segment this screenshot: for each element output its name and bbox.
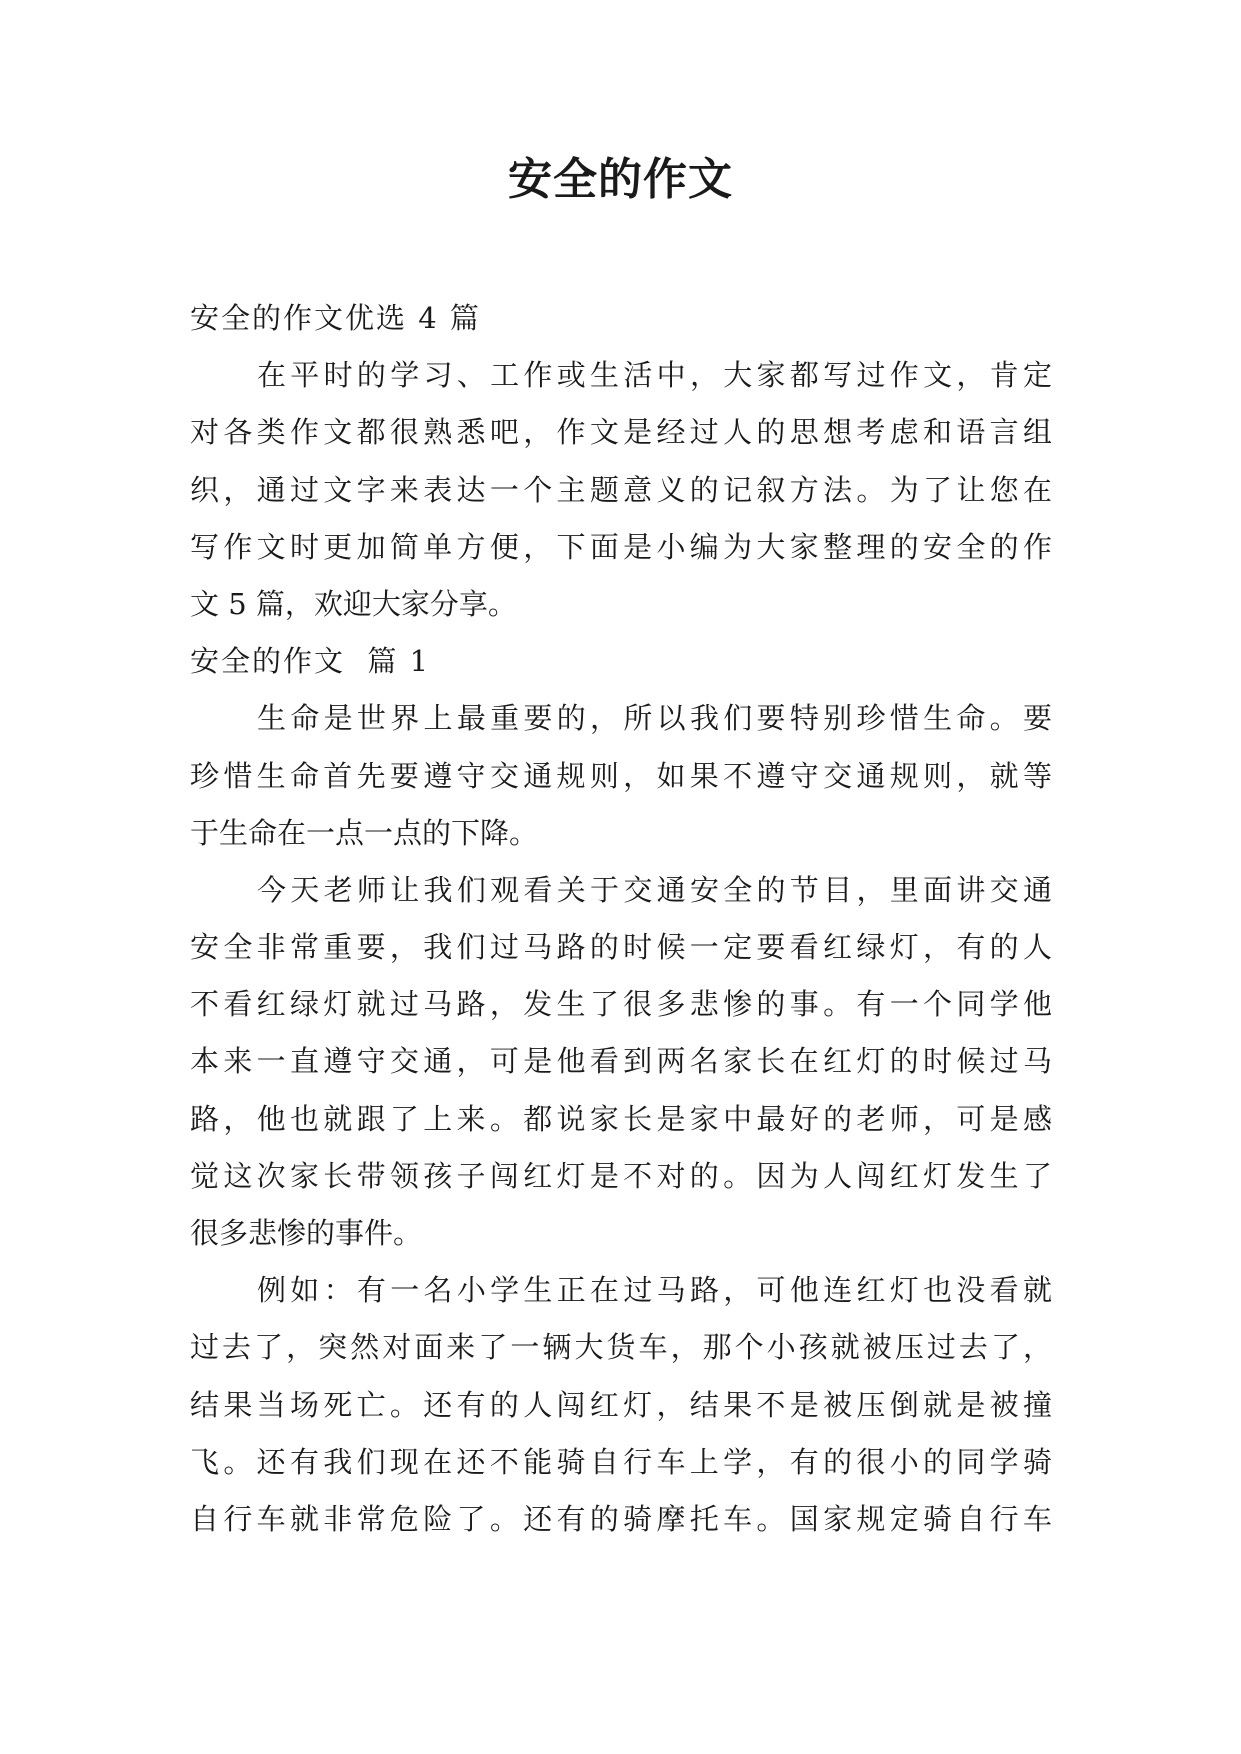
- document-body: [190, 290, 1052, 1548]
- paragraph-line: 在平时的学习、工作或生活中，大家都写过作文，肯定: [257, 358, 1052, 393]
- paragraph-line: 自行车就非常危险了。还有的骑摩托车。国家规定骑自行车: [190, 1501, 1052, 1536]
- paragraph-line: 结果当场死亡。还有的人闯红灯，结果不是被压倒就是被撞: [190, 1387, 1052, 1422]
- paragraph-line: 很多悲惨的事件。: [190, 1216, 423, 1250]
- document-subtitle: 安全的作文优选 4 篇: [190, 301, 481, 335]
- intro-paragraph: [190, 347, 1052, 633]
- paragraph-line: 对各类作文都很熟悉吧，作文是经过人的思想考虑和语言组: [190, 415, 1052, 450]
- paragraph-line: 例如：有一名小学生正在过马路，可他连红灯也没看就: [257, 1273, 1052, 1308]
- paragraph-line: 本来一直遵守交通，可是他看到两名家长在红灯的时候过马: [190, 1044, 1052, 1079]
- paragraph-line: 文 5 篇，欢迎大家分享。: [190, 586, 517, 621]
- paragraph-1: [190, 690, 1052, 862]
- paragraph-line: 路，他也就跟了上来。都说家长是家中最好的老师，可是感: [190, 1101, 1052, 1136]
- paragraph-2: [190, 862, 1052, 1262]
- paragraph-line: 飞。还有我们现在还不能骑自行车上学，有的很小的同学骑: [190, 1444, 1052, 1479]
- paragraph-line: 安全非常重要，我们过马路的时候一定要看红绿灯，有的人: [190, 930, 1052, 965]
- paragraph-3: [190, 1262, 1052, 1548]
- paragraph-line: 不看红绿灯就过马路，发生了很多悲惨的事。有一个同学他: [190, 987, 1052, 1022]
- paragraph-line: 于生命在一点一点的下降。: [190, 815, 539, 850]
- paragraph-line: 觉这次家长带领孩子闯红灯是不对的。因为人闯红灯发生了: [190, 1158, 1052, 1193]
- paragraph-line: 过去了，突然对面来了一辆大货车，那个小孩就被压过去了，: [190, 1330, 1052, 1365]
- paragraph-line: 写作文时更加简单方便，下面是小编为大家整理的安全的作: [190, 529, 1052, 564]
- section-heading: 安全的作文 篇 1: [190, 644, 431, 679]
- paragraph-line: 珍惜生命首先要遵守交通规则，如果不遵守交通规则，就等: [190, 758, 1052, 793]
- paragraph-line: 织，通过文字来表达一个主题意义的记叙方法。为了让您在: [190, 472, 1052, 507]
- document-title: 安全的作文: [508, 154, 733, 205]
- paragraph-line: 今天老师让我们观看关于交通安全的节目，里面讲交通: [257, 872, 1052, 907]
- paragraph-line: 生命是世界上最重要的，所以我们要特别珍惜生命。要: [257, 701, 1052, 736]
